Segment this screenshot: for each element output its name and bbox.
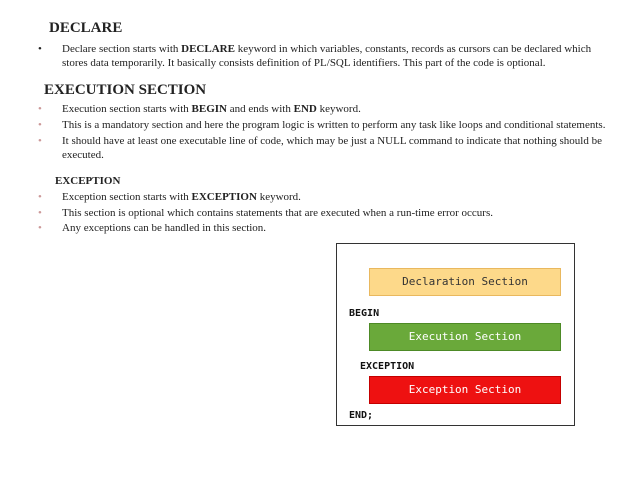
plsql-block-diagram — [336, 243, 575, 426]
declare-heading: DECLARE — [49, 20, 123, 36]
execution-section-label: Execution Section — [408, 330, 522, 343]
end-keyword: END; — [349, 410, 374, 421]
bullet-dot: • — [38, 207, 42, 219]
execution-item-1-text: Execution section starts with BEGIN and ends with END keyword. — [62, 103, 361, 115]
declare-text: Declare section starts with DECLARE keyword in which variables, constants, records as cursors can be declared which stores data temporarily. It basically consists definition of PL/SQL identifiers. This part of the code is optional. — [62, 43, 592, 69]
declaration-section-label: Declaration Section — [402, 275, 528, 288]
exception-keyword: EXCEPTION — [360, 361, 415, 372]
bullet-dot: • — [38, 119, 42, 131]
exception-item-2-text: This section is optional which contains statements that are executed when a run-time error occurs. — [62, 207, 493, 219]
declaration-section-block — [369, 268, 561, 296]
execution-heading: EXECUTION SECTION — [44, 82, 207, 98]
bullet-dot: • — [38, 222, 42, 234]
execution-section-block — [369, 323, 561, 351]
keyword-exception: EXCEPTION — [191, 191, 257, 203]
keyword-declare: DECLARE — [181, 43, 235, 55]
bullet-dot: • — [38, 103, 42, 115]
exception-item-1-text: Exception section starts with EXCEPTION keyword. — [62, 191, 301, 203]
keyword-begin: BEGIN — [191, 103, 227, 115]
exception-item-3-text: Any exceptions can be handled in this section. — [62, 222, 267, 234]
execution-item-2-text: This is a mandatory section and here the program logic is written to perform any task like loops and conditional statements. — [62, 119, 606, 131]
execution-item-3-text: It should have at least one executable line of code, which may be just a NULL command to indicate that nothing should be executed. — [62, 135, 602, 161]
begin-keyword: BEGIN — [349, 308, 380, 319]
bullet-dot: • — [38, 191, 42, 203]
bullet-dot: • — [38, 43, 42, 55]
exception-section-block — [369, 376, 561, 404]
keyword-end: END — [293, 103, 317, 115]
bullet-dot: • — [38, 135, 42, 147]
exception-heading: EXCEPTION — [55, 175, 121, 187]
exception-section-label: Exception Section — [408, 383, 522, 396]
